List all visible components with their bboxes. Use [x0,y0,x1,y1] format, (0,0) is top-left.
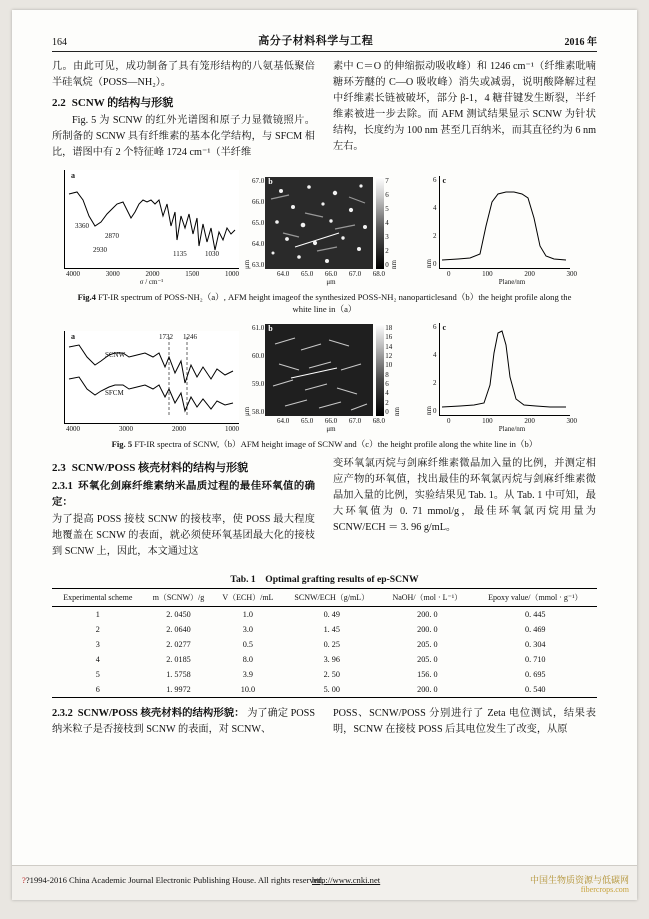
cell: 3.0 [242,625,253,634]
xtick: 3000 [119,425,133,433]
cell: 0. 304 [525,640,546,649]
xtick: 2000 [172,425,186,433]
figure-5-number: Fig. 5 [111,439,133,449]
paragraph-left-2: Fig. 5 为 SCNW 的红外光谱图和原子力显微镜照片。所制备的 SCNW 具有纤维素的基本化学结构，与 SFCM 相比，谱图中有 2 个特征峰 1724 cm⁻¹（半纤维 [52,115,315,158]
panel-a-xticks-fig5 [64,424,239,433]
section-2-3-1-heading [52,479,315,511]
panel-c-label: c [442,176,447,185]
panel-c-xticks [447,269,577,278]
table-row [52,652,597,667]
cbtick: 18 [385,324,393,332]
page-number: 164 [52,37,67,48]
xtick: 1500 [185,270,200,278]
cell: 5 [95,670,100,679]
col-epoxy: Epoxy value/（mmol · g⁻¹） [474,589,597,607]
cell: 200. 0 [417,625,438,634]
figure-4-panel-b [243,177,421,286]
col-ratio: SCNW/ECH（g/mL） [282,589,381,607]
figure-5-panels [52,323,597,433]
panel-b-ylabel: μm [243,259,251,269]
figure-4-panels [52,170,597,286]
cell: 3.9 [242,670,253,679]
panel-b-yticks [252,177,264,269]
xtick: 66.0 [324,417,338,425]
watermark-url: fibercrops.com [580,885,629,894]
panel-b-xticks-fig5 [277,416,385,425]
peak-1135: 1135 [173,250,187,258]
section-2-3-2-columns [52,706,597,739]
figure-4-caption-text: FT-IR spectrum of POSS-NH₂（a）, AFM height imageof the synthesized POSS-NH₂ nanoparticlesand（b）the height profile along the white line in（a） [98,292,572,314]
cell: 200. 0 [381,682,473,698]
panel-b-xticks [277,269,385,278]
cell: 0. 445 [525,610,546,619]
section-2-2-number: 2.2 [52,97,66,109]
cell: 10.0 [213,682,282,698]
cell: 2. 50 [323,670,340,679]
journal-year: 2016 年 [564,37,597,48]
panel-b-xlabel: μm [326,278,336,286]
colorbar-ticks-fig5 [385,324,392,416]
cell: 205. 0 [417,640,438,649]
ytick: 58.0 [252,408,265,416]
xtick: 4000 [66,270,80,278]
section-2-3-2-heading [52,708,247,719]
panel-a-xlabel: σ / cm⁻¹ [139,278,164,286]
panel-c-xticks-fig5 [447,416,577,425]
section-2-3-1-number: 2.3.1 [52,481,73,492]
profile-curve-fig5 [440,323,569,414]
paragraph-left-1: 几。由此可见，成功制备了具有笼形结构的八氨基低聚倍半硅氧烷（POSS—NH₂）。 [52,61,315,88]
afm-image-fig4 [265,177,373,269]
section-2-3-number: 2.3 [52,462,66,474]
peak-1732: 1732 [159,333,173,341]
cell: 1 [95,610,100,619]
xtick: 66.0 [324,270,338,278]
colorbar-label-fig5: nm [393,407,402,416]
running-head [52,32,597,52]
xtick: 2000 [145,270,160,278]
xtick: 300 [566,270,577,278]
col-volume-ech: V（ECH）/mL [213,589,282,607]
colorbar-label-fig4: nm [389,260,398,269]
panel-c-yticks-fig5 [433,323,437,415]
paper-page [12,10,637,900]
paragraph-2-3-1-right: 变环氧氯丙烷与剑麻纤维素微晶加入量的比例，并测定相应产物的环氧值，找出最佳的环氧氯丙烷与剑麻纤维素微晶加入量的比例，实验结果见 Tab. 1。从 Tab. 1 中可知，最大环氧值为 0. 71 mmol/g，最佳环氧氯丙烷用量为 SCNW/ECH ＝ 3. 96 g/mL。 [333,458,596,533]
cell: 1.0 [242,610,253,619]
ytick: 6 [433,323,437,331]
curve-label-sfcm: SFCM [105,389,124,397]
colorbar-fig4 [376,177,384,269]
cell: 6 [52,682,144,698]
peak-1030: 1030 [205,250,219,258]
cell: 2. 0640 [166,625,191,634]
figure-4-number: Fig.4 [77,292,96,302]
xtick: 100 [482,417,493,425]
col-mass-scnw: m（SCNW）/g [144,589,214,607]
ytick: 61.0 [252,324,265,332]
column-right-3 [333,706,596,739]
ytick: 4 [433,351,437,359]
cell: 0.5 [242,640,253,649]
xtick: 4000 [66,425,80,433]
cell: 3. 96 [323,655,340,664]
ytick: 4 [433,204,437,212]
cnki-link[interactable]: http://www.cnki.net [312,875,381,885]
col-scheme: Experimental scheme [52,589,144,607]
cell: 2 [95,625,100,634]
colorbar-fig5 [376,324,384,416]
panel-b-label-fig5: b [268,324,273,333]
cell: 0. 25 [323,640,340,649]
ytick: 0 [433,407,437,415]
cell: 0. 695 [525,670,546,679]
panel-b-xlabel-fig5: μm [326,425,336,433]
col-naoh: NaOH/（mol · L⁻¹） [381,589,473,607]
xtick: 200 [524,417,535,425]
cbtick: 7 [385,177,389,185]
cbtick: 5 [385,205,389,213]
panel-a-label-fig5: a [71,332,75,341]
cbtick: 12 [385,351,393,360]
xtick: 200 [524,270,535,278]
cell: 2. 0450 [166,610,191,619]
ftir-curves-fig5 [65,331,239,422]
cbtick: 2 [385,398,389,407]
ytick: 67.0 [252,177,265,185]
cell: 3 [95,640,100,649]
figure-4 [52,170,597,315]
paragraph-2-3-2-right: POSS、SCNW/POSS 分别进行了 Zeta 电位测试，结果表明，SCNW 在接枝 POSS 后其电位发生了改变，从原 [333,708,596,735]
panel-c-ylabel-fig5: nm [425,406,433,415]
xtick: 100 [482,270,493,278]
cell: 200. 0 [417,610,438,619]
figure-5-panel-c [425,323,585,433]
xtick: 64.0 [277,417,290,425]
table-1 [52,571,597,698]
xtick: 1000 [225,425,239,433]
xtick: 65.0 [300,270,314,278]
figure-5 [52,323,597,450]
column-left-3 [52,706,315,739]
table-1-grid [52,588,597,698]
cbtick: 6 [385,191,389,199]
ytick: 0 [433,260,437,268]
figure-4-caption [70,291,579,315]
section-2-3-2-title: SCNW/POSS 核壳材料的结构形貌： [77,708,245,719]
curve-label-scnw: SCNW [105,351,126,359]
ytick: 2 [433,232,437,240]
xtick: 68.0 [372,270,385,278]
xtick: 300 [566,417,577,425]
cell: 2. 0277 [166,640,191,649]
ytick: 65.0 [252,219,265,227]
column-left [52,59,315,162]
watermark-text: 中国生物质资源与低碳网 [529,875,629,885]
page-footer [12,865,637,900]
paragraph-right-1: 素中 C＝O 的伸缩振动吸收峰）和 1246 cm⁻¹（纤维素吡喃糖环芳醚的 C—O 吸收峰）消失或减弱，说明酸降解过程中纤维素长链被破坏，部分 β-1，4 糖苷键发生断裂，半纤维素被进一步去除。而 AFM 测试结果显示 SCNW 为针状结构，长度约为 100 nm 甚至几百纳米，而其直径约为 6 nm 左右。 [333,61,596,152]
ytick: 63.0 [252,261,265,269]
cell: 0. 469 [525,625,546,634]
peak-2870: 2870 [105,232,119,240]
cell: 156. 0 [417,670,438,679]
xtick: 64.0 [277,270,290,278]
column-right-2 [333,456,596,561]
cell: 2. 0185 [166,655,191,664]
section-2-3-title: SCNW/POSS 核壳材料的结构与形貌 [71,462,249,474]
xtick: 67.0 [348,270,362,278]
cell: 1. 9972 [144,682,214,698]
xtick: 68.0 [372,417,385,425]
cell: 0. 49 [323,610,340,619]
table-row [52,682,597,698]
cbtick: 0 [385,261,389,269]
cell: 5. 00 [282,682,381,698]
column-left-2 [52,456,315,561]
ytick: 60.0 [252,352,265,360]
cbtick: 8 [385,370,389,379]
page-inner [52,32,597,739]
peak-3360: 3360 [75,222,89,230]
cell: 4 [95,655,100,664]
xtick: 67.0 [348,417,362,425]
cbtick: 0 [385,407,389,416]
table-body [52,607,597,698]
figure-5-caption-text: FT-IR spectra of SCNW,（b）AFM height image of SCNW and（c）the height profile along the white line in（b） [134,439,538,449]
copyright-text: ??1994-2016 China Academic Journal Electronic Publishing House. All rights reserved. [22,875,324,885]
table-row [52,637,597,652]
figure-4-panel-c [425,176,585,286]
column-right [333,59,596,162]
profile-curve-fig4 [440,176,569,267]
xtick: 0 [447,270,451,278]
cbtick: 3 [385,233,389,241]
colorbar-ticks-fig4 [385,177,389,269]
panel-c-xlabel-fig5: Plane/nm [498,425,526,433]
cbtick: 4 [385,389,389,398]
cell: 1. 5758 [166,670,191,679]
xtick: 0 [447,417,451,425]
ytick: 59.0 [252,380,265,388]
cbtick: 10 [385,361,393,370]
ytick: 2 [433,379,437,387]
peak-1246: 1246 [183,333,197,341]
panel-b-label: b [268,177,273,186]
section-2-3-columns [52,456,597,561]
ytick: 6 [433,176,437,184]
figure-5-panel-a [64,331,239,433]
ytick: 64.0 [252,240,265,248]
table-header-row [52,589,597,607]
cell: 205. 0 [417,655,438,664]
section-2-3-2-number: 2.3.2 [52,708,73,719]
cbtick: 6 [385,379,389,388]
panel-a-xticks [64,269,239,278]
cell: 0. 710 [525,655,546,664]
cell: 8.0 [242,655,253,664]
cell: 0. 540 [474,682,597,698]
cbtick: 16 [385,333,393,342]
panel-b-ylabel-fig5: μm [243,406,251,416]
top-text-columns [52,59,597,162]
panel-c-label-fig5: c [442,323,447,332]
xtick: 1000 [225,270,239,278]
table-row [52,622,597,637]
figure-5-caption [70,438,579,450]
afm-image-fig5 [265,324,373,416]
copyright-body: ?1994-2016 China Academic Journal Electronic Publishing House. All rights reserved. [25,875,324,885]
peak-2930: 2930 [93,246,107,254]
panel-c-xlabel: Plane/nm [498,278,526,286]
paragraph-2-3-2-left: 为了确定 POSS 纳米粒子是否接枝到 SCNW 的表面，对 SCNW、 [52,708,315,735]
xtick: 3000 [105,270,120,278]
figure-5-panel-b [243,324,421,433]
xtick: 65.0 [300,417,314,425]
section-2-3-1-title: 环氧化剑麻纤维素纳米晶质过程的最佳环氧值的确定： [52,481,315,508]
figure-4-panel-a [64,170,239,286]
section-2-2-heading [52,95,315,111]
ytick: 66.0 [252,198,265,206]
paragraph-2-3-1-left: 为了提高 POSS 接枝 SCNW 的接枝率，使 POSS 最大程度地覆盖在 SCNW 的表面，就必须使环氧基团最大化的接枝到 SCNW 上，因此，本文通过这 [52,514,315,557]
cell: 1. 45 [323,625,340,634]
section-2-3-heading [52,460,315,476]
table-row [52,607,597,623]
panel-c-ylabel: nm [425,259,433,268]
table-1-title: Tab. 1 Optimal grafting results of ep-SCNW [230,574,419,585]
journal-title: 高分子材料科学与工程 [258,35,374,47]
section-2-2-title: SCNW 的结构与形貌 [71,97,174,109]
panel-a-label: a [71,171,75,180]
cbtick: 4 [385,219,389,227]
panel-c-yticks [433,176,437,268]
table-row [52,667,597,682]
cbtick: 2 [385,247,389,255]
panel-b-yticks-fig5 [252,324,264,416]
cbtick: 14 [385,342,393,351]
